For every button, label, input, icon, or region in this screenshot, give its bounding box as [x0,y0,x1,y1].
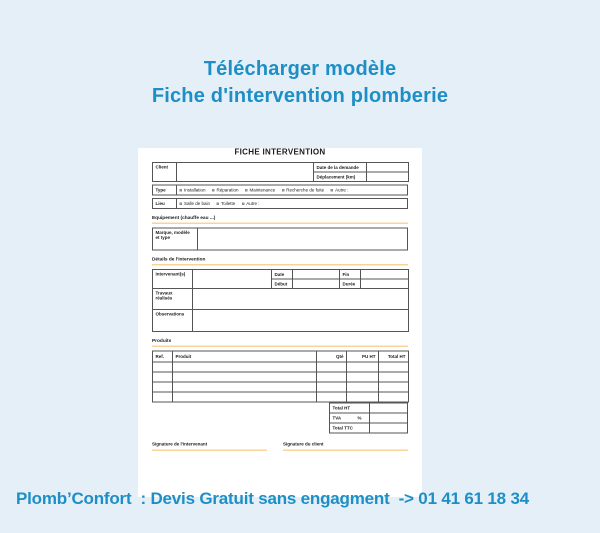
produits-heading: Produits [152,338,408,347]
produits-empty-row [153,372,409,382]
total-ttc-label: Total TTC [330,423,370,433]
page-title-line-2: Fiche d'intervention plomberie [151,85,449,107]
client-table [152,162,409,182]
marque-label: Marque, modèle et type [153,228,198,250]
checkbox-icon [180,202,183,205]
date-input-cell [293,270,340,280]
type-row [152,185,408,196]
lieu-option-autre: Autre : [242,201,260,206]
date-demande-input-cell [367,163,409,173]
produits-table [152,351,409,403]
checkbox-icon [282,189,285,192]
type-label: Type [153,185,177,195]
debut-input-cell [293,279,340,289]
marque-table [152,228,408,251]
checkbox-icon [212,189,215,192]
fin-label: Fin [340,270,361,280]
observations-label: Observations [153,310,193,332]
footer-contact: Plomb’Confort : Devis Gratuit sans engagment -> 01 41 61 18 34 [16,489,529,508]
produits-empty-row [153,392,409,402]
duree-input-cell [361,279,409,289]
type-option-autre: Autre : [331,188,349,193]
type-option-reparation: Réparation [212,188,239,193]
type-options-cell [177,185,408,195]
date-demande-label: Date de la demande [314,163,367,173]
lieu-option-salle-de-bain: Salle de bain [180,201,211,206]
col-ref: Ref. [153,351,173,362]
debut-label: Début [272,279,293,289]
equipement-heading: Equipement (chauffe eau ...) [152,215,408,224]
document-title: FICHE INTERVENTION [234,148,326,157]
marque-input-cell [198,228,408,250]
produits-header-row [153,351,409,362]
total-ht-label: Total HT [330,403,370,413]
fiche-intervention-document [138,148,422,497]
client-label: Client [153,163,177,182]
totals-table [329,403,408,434]
fin-input-cell [361,270,409,280]
signature-intervenant-label: Signature de l'intervenant [152,442,267,452]
date-label: Date [272,270,293,280]
lieu-option-toilette: Toilette [217,201,236,206]
observations-input-cell [193,310,409,332]
checkbox-icon [331,189,334,192]
intervenant-input-cell [193,270,272,289]
intervenant-label: Intervenant(s) [153,270,193,289]
client-input-cell [177,163,314,182]
duree-label: Durée [340,279,361,289]
details-heading: Détails de l'intervention [152,257,408,266]
checkbox-icon [242,202,245,205]
lieu-label: Lieu [153,199,177,209]
type-option-recherche-fuite: Recherche de fuite [282,188,324,193]
type-option-installation: Installation [180,188,206,193]
col-pu-ht: PU HT [347,351,379,362]
col-total-ht: Total HT [379,351,409,362]
page-title-line-1: Télécharger modèle [203,58,397,80]
checkbox-icon [180,189,183,192]
page-title [0,56,600,110]
checkbox-icon [245,189,248,192]
total-ttc-input-cell [370,423,408,433]
travaux-label: Travaux réalisés [153,289,193,310]
signature-client-label: Signature du client [283,442,408,452]
travaux-input-cell [193,289,409,310]
col-qte: Qté [317,351,347,362]
tva-label-cell [330,413,370,423]
details-table [152,269,409,332]
type-option-maintenance: Maintenance [245,188,275,193]
col-produit: Produit [173,351,317,362]
tva-percent-sign: % [357,415,362,421]
document-preview[interactable] [138,122,422,471]
tva-label: TVA [332,415,342,421]
produits-empty-row [153,382,409,392]
lieu-options-cell [177,199,408,209]
signatures-row [152,442,408,452]
tva-input-cell [370,413,408,423]
deplacement-label: Déplacement (km) [314,172,367,182]
lieu-row [152,198,408,209]
checkbox-icon [217,202,220,205]
deplacement-input-cell [367,172,409,182]
produits-empty-row [153,362,409,372]
total-ht-input-cell [370,403,408,413]
